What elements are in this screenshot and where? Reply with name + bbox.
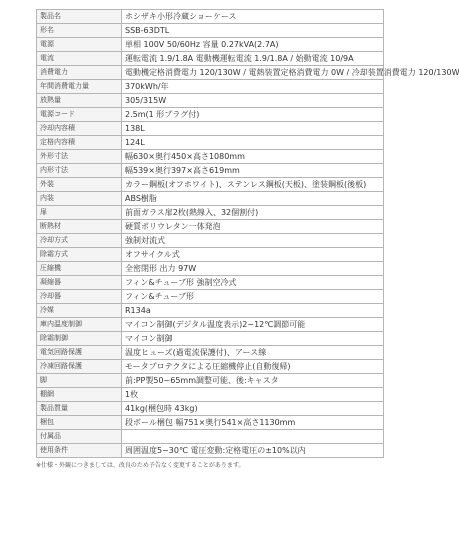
spec-label: 付属品 bbox=[37, 430, 122, 444]
spec-label: 製品質量 bbox=[37, 402, 122, 416]
spec-value: 1枚 bbox=[122, 388, 384, 402]
spec-label: 冷却方式 bbox=[37, 234, 122, 248]
spec-label: 形名 bbox=[37, 24, 122, 38]
spec-value: 370kWh/年 bbox=[122, 80, 384, 94]
spec-value: 前:PP製50~65mm調整可能、後:キャスタ bbox=[122, 374, 384, 388]
spec-value: 124L bbox=[122, 136, 384, 150]
spec-label: 凝縮器 bbox=[37, 276, 122, 290]
spec-row bbox=[37, 234, 384, 248]
spec-row bbox=[37, 108, 384, 122]
spec-label: 電流 bbox=[37, 52, 122, 66]
spec-value: フィン&チューブ形 bbox=[122, 290, 384, 304]
spec-row bbox=[37, 192, 384, 206]
spec-label: 断熱材 bbox=[37, 220, 122, 234]
spec-row bbox=[37, 94, 384, 108]
spec-value: 幅630×奥行450×高さ1080mm bbox=[122, 150, 384, 164]
spec-row bbox=[37, 318, 384, 332]
spec-label: 扉 bbox=[37, 206, 122, 220]
spec-row bbox=[37, 416, 384, 430]
spec-label: 使用条件 bbox=[37, 444, 122, 458]
spec-label: 消費電力 bbox=[37, 66, 122, 80]
spec-label: 庫内温度制御 bbox=[37, 318, 122, 332]
spec-value: 温度ヒューズ(過電流保護付)、アース線 bbox=[122, 346, 384, 360]
spec-value: 強制対流式 bbox=[122, 234, 384, 248]
spec-label: 外装 bbox=[37, 178, 122, 192]
spec-row bbox=[37, 66, 384, 80]
spec-value bbox=[122, 430, 384, 444]
spec-value: R134a bbox=[122, 304, 384, 318]
spec-label: 内形寸法 bbox=[37, 164, 122, 178]
spec-table-body bbox=[37, 10, 459, 458]
spec-label: 放熱量 bbox=[37, 94, 122, 108]
spec-sheet bbox=[36, 9, 459, 469]
spec-value: 周囲温度5~30℃ 電圧変動:定格電圧の±10%以内 bbox=[122, 444, 384, 458]
spec-row bbox=[37, 360, 384, 374]
spec-value: マイコン制御(デジタル温度表示)2~12℃調節可能 bbox=[122, 318, 384, 332]
spec-value: ABS樹脂 bbox=[122, 192, 384, 206]
spec-label: 冷凍回路保護 bbox=[37, 360, 122, 374]
spec-row bbox=[37, 262, 384, 276]
spec-value: ホシザキ小形冷蔵ショーケース bbox=[122, 10, 384, 24]
spec-value: マイコン制御 bbox=[122, 332, 384, 346]
spec-label: 製品名 bbox=[37, 10, 122, 24]
spec-row bbox=[37, 10, 384, 24]
spec-value: オフサイクル式 bbox=[122, 248, 384, 262]
spec-row bbox=[37, 150, 384, 164]
spec-value: 硬質ポリウレタン一体発泡 bbox=[122, 220, 384, 234]
spec-label: 梱包 bbox=[37, 416, 122, 430]
spec-value: 前面ガラス扉2枚(熱線入、32個割付) bbox=[122, 206, 384, 220]
spec-row bbox=[37, 304, 384, 318]
spec-label: 年間消費電力量 bbox=[37, 80, 122, 94]
spec-value: 電動機定格消費電力 120/130W / 電熱装置定格消費電力 0W / 冷却装置消費電力 120/130W bbox=[122, 66, 384, 80]
spec-label: 脚 bbox=[37, 374, 122, 388]
spec-row bbox=[37, 24, 384, 38]
spec-label: 除霜制御 bbox=[37, 332, 122, 346]
spec-row bbox=[37, 402, 384, 416]
spec-row bbox=[37, 290, 384, 304]
spec-value: モータプロテクタによる圧縮機停止(自動復帰) bbox=[122, 360, 384, 374]
spec-row bbox=[37, 276, 384, 290]
spec-row bbox=[37, 444, 384, 458]
spec-row bbox=[37, 80, 384, 94]
spec-row bbox=[37, 206, 384, 220]
spec-value: 幅539×奥行397×高さ619mm bbox=[122, 164, 384, 178]
spec-row bbox=[37, 430, 384, 444]
spec-value: 138L bbox=[122, 122, 384, 136]
spec-label: 棚網 bbox=[37, 388, 122, 402]
spec-label: 定格内容積 bbox=[37, 136, 122, 150]
spec-row bbox=[37, 388, 384, 402]
spec-row bbox=[37, 248, 384, 262]
spec-row bbox=[37, 38, 384, 52]
spec-label: 圧縮機 bbox=[37, 262, 122, 276]
spec-label: 冷媒 bbox=[37, 304, 122, 318]
spec-label: 電源コード bbox=[37, 108, 122, 122]
spec-table bbox=[36, 9, 459, 458]
spec-row bbox=[37, 332, 384, 346]
spec-row bbox=[37, 346, 384, 360]
spec-row bbox=[37, 220, 384, 234]
spec-label: 冷却内容積 bbox=[37, 122, 122, 136]
spec-row bbox=[37, 52, 384, 66]
spec-value: 41kg(梱包時 43kg) bbox=[122, 402, 384, 416]
spec-row bbox=[37, 164, 384, 178]
footnote: ※仕様・外観につきましては、改良のため予告なく変更することがあります。 bbox=[36, 462, 245, 469]
spec-row bbox=[37, 136, 384, 150]
spec-row bbox=[37, 122, 384, 136]
spec-value: 2.5m(1 形プラグ付) bbox=[122, 108, 384, 122]
spec-value: 全密閉形 出力 97W bbox=[122, 262, 384, 276]
spec-value: 305/315W bbox=[122, 94, 384, 108]
spec-label: 電気回路保護 bbox=[37, 346, 122, 360]
spec-value: 単相 100V 50/60Hz 容量 0.27kVA(2.7A) bbox=[122, 38, 384, 52]
spec-row bbox=[37, 178, 384, 192]
spec-value: SSB-63DTL bbox=[122, 24, 384, 38]
spec-value: カラー鋼板(オフホワイト)、ステンレス鋼板(天板)、塗装鋼板(後板) bbox=[122, 178, 384, 192]
spec-label: 電源 bbox=[37, 38, 122, 52]
spec-label: 内装 bbox=[37, 192, 122, 206]
spec-row bbox=[37, 374, 384, 388]
spec-label: 外形寸法 bbox=[37, 150, 122, 164]
spec-label: 除霜方式 bbox=[37, 248, 122, 262]
spec-value: 段ボール梱包 幅751×奥行541×高さ1130mm bbox=[122, 416, 384, 430]
spec-value: 運転電流 1.9/1.8A 電動機運転電流 1.9/1.8A / 始動電流 10/9A bbox=[122, 52, 384, 66]
spec-label: 冷却器 bbox=[37, 290, 122, 304]
spec-value: フィン&チューブ形 強制空冷式 bbox=[122, 276, 384, 290]
